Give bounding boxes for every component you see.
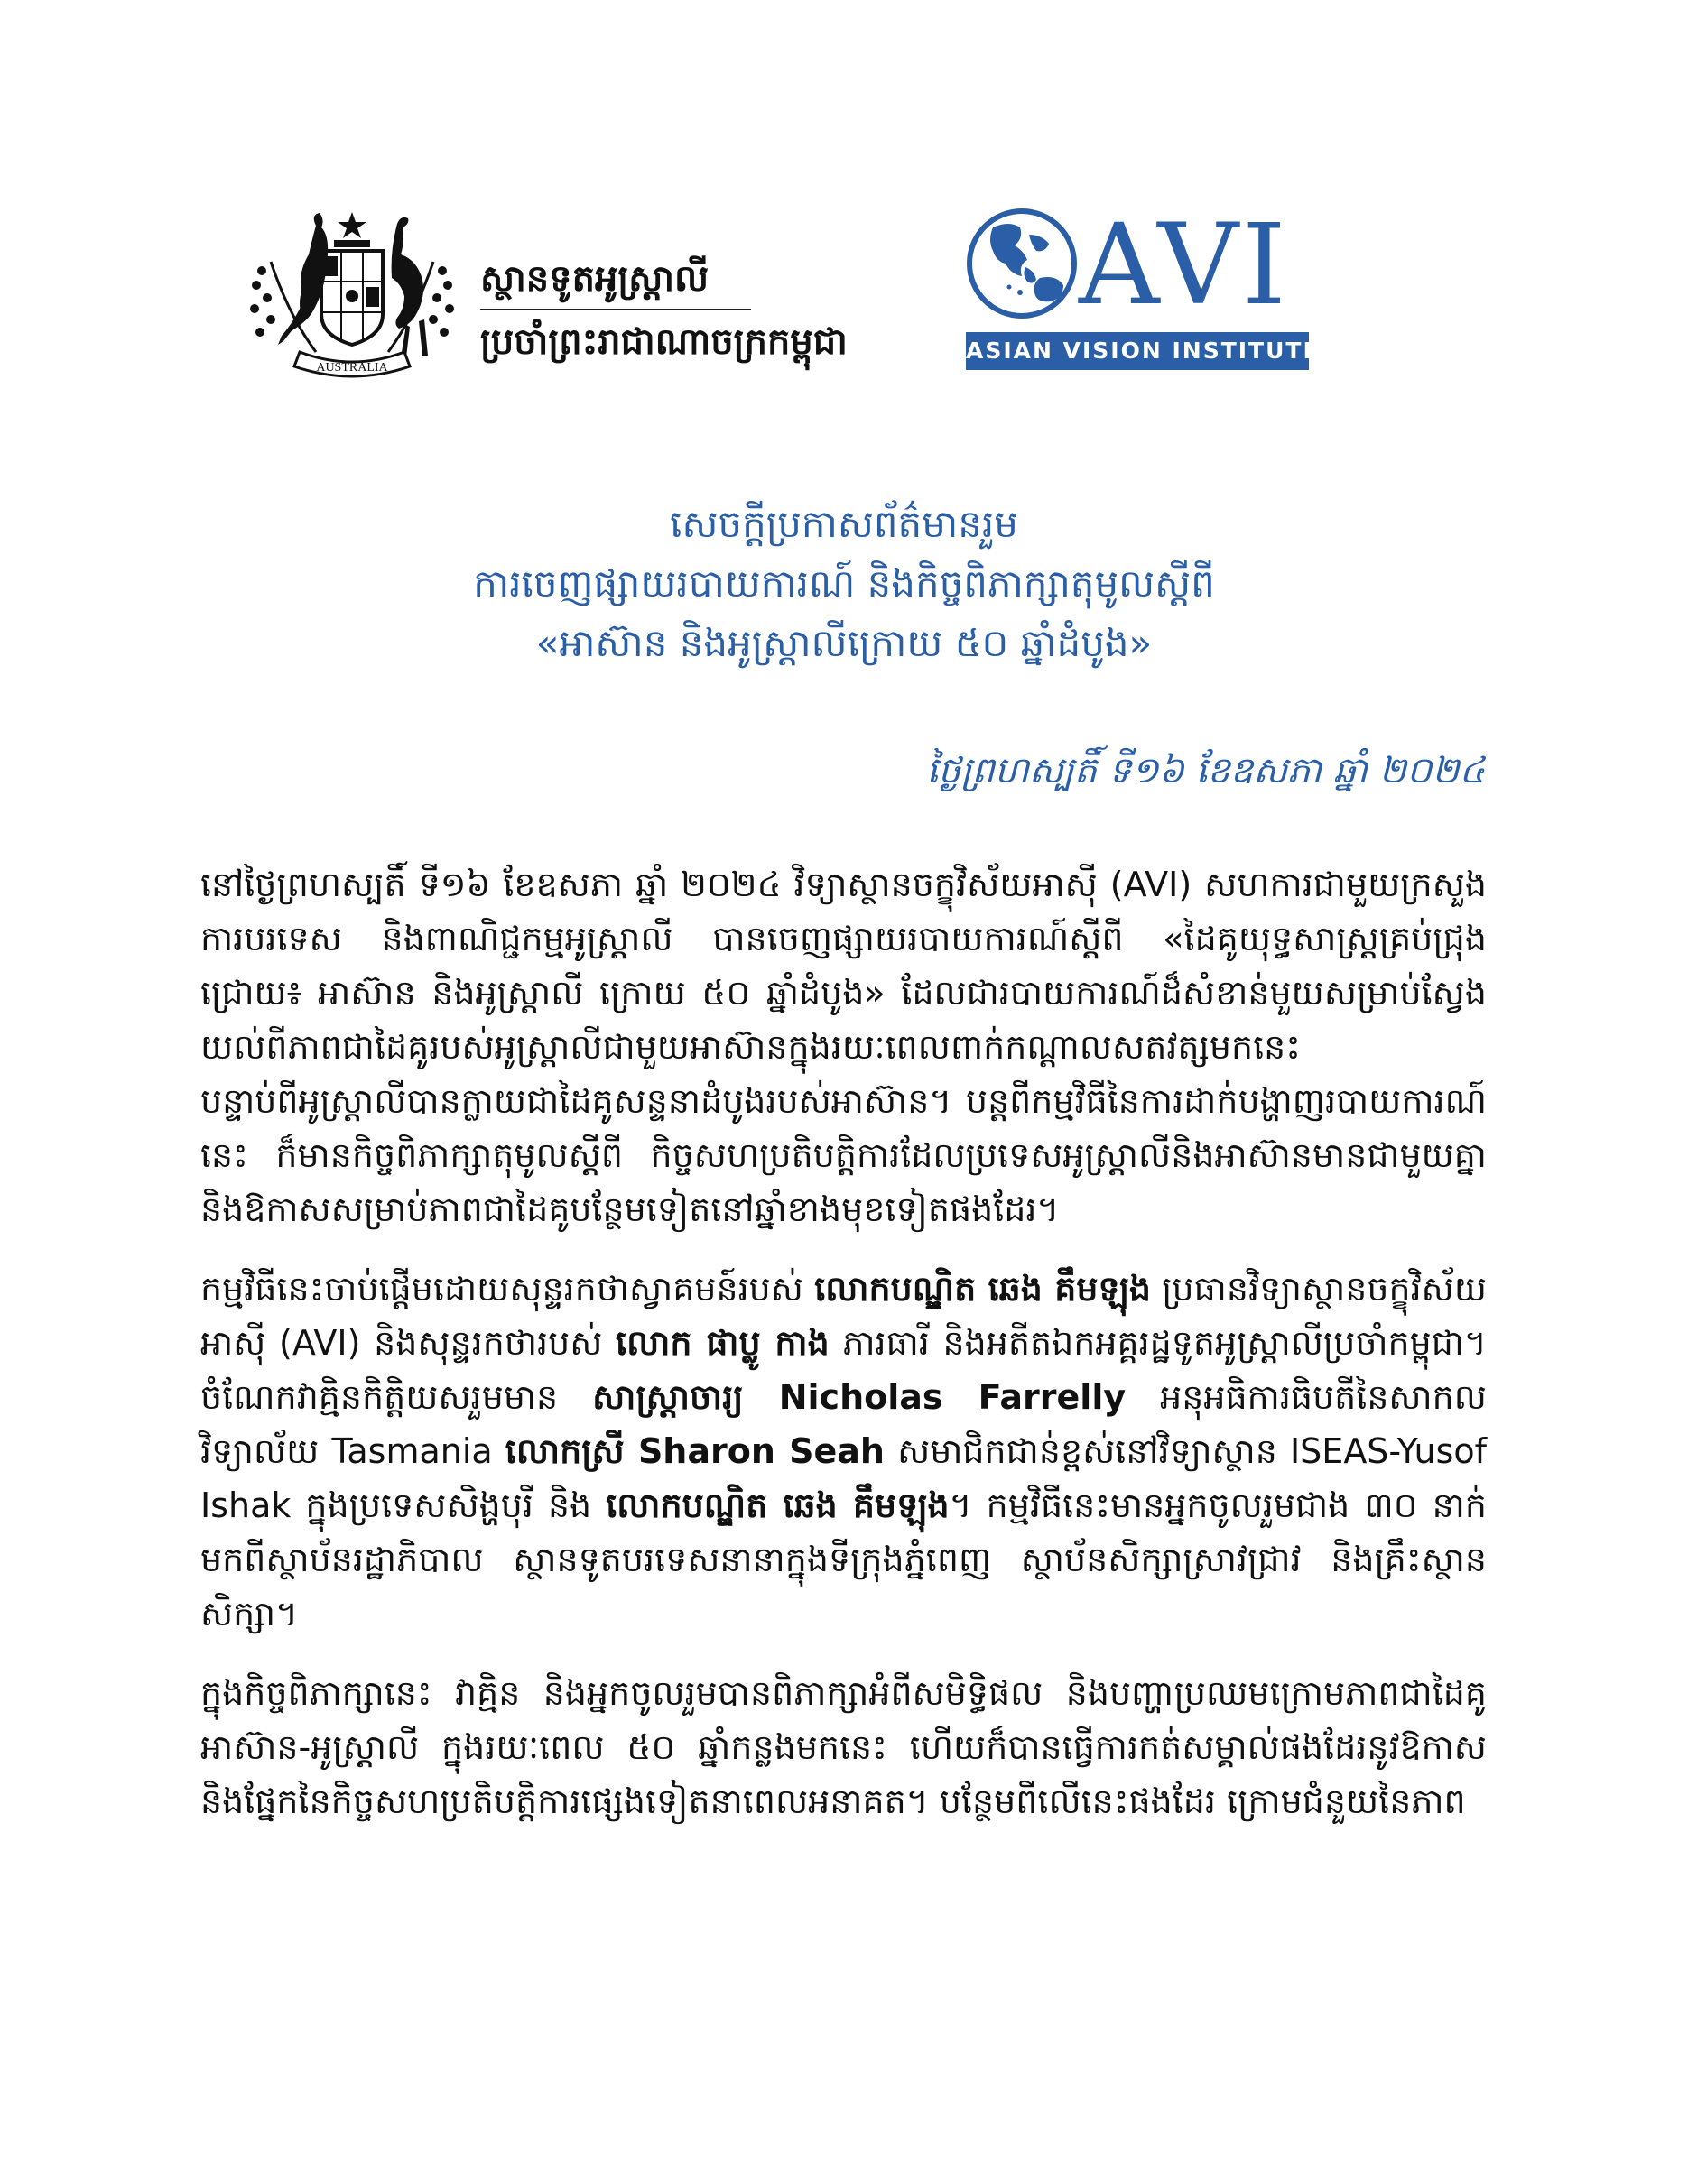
p2-text: ប្រធានវិទ្យាស្ថានចក្ខុវិស័យអាស៊ី (AVI) និងសុន្ទរកថារបស់ [200,1269,1487,1363]
title-line-3: «អាស៊ាន និងអូស្ត្រាលីក្រោយ ៥០ ឆ្នាំដំបូង» [535,621,1153,665]
paragraph-3: ក្នុងកិច្ចពិភាក្សានេះ វាគ្មិន និងអ្នកចូលរួមបានពិភាក្សាអំពីសមិទ្ធិផល និងបញ្ហាប្រឈមក្រោមភាពជាដៃគូអាស៊ាន-អូស្ត្រាលី ក្នុងរយៈពេល ៥០ ឆ្នាំកន្លងមកនេះ ហើយក៏បានធ្វើការកត់សម្គាល់ផងដែរនូវឱកាស និងផ្នែកនៃកិច្ចសហប្រតិបត្តិការផ្សេងទៀតនាពេលអនាគត។ បន្ថែមពីលើនេះផងដែរ ក្រោមជំនួយនៃភាព [200,1673,1487,1821]
p2-text: ភារធារី និងអតីតឯកអគ្គរដ្ឋទូតអូស្ត្រាលីប្រចាំកម្ពុជា។ ចំណែកវាគ្មិនកិត្តិយសរួមមាន [200,1323,1487,1417]
press-release-title [0,495,1688,673]
p2-text: សមាជិកជាន់ខ្ពស់នៅវិទ្យាស្ថាន ISEAS-Yusof Ishak ក្នុងប្រទេសសិង្ហបុរី និង [200,1431,1487,1525]
speaker-name: លោក ផាប្លូ កាង [616,1323,830,1363]
p2-text: ។ កម្មវិធីនេះមានអ្នកចូលរួមជាង ៣០ នាក់មកពីស្ថាប័នរដ្ឋាភិបាល ស្ថានទូតបរទេសនានាក្នុងទីក្រុងភ្នំពេញ ស្ថាប័នសិក្សាស្រាវជ្រាវ និងគ្រឹះស្ថានសិក្សា។ [200,1485,1487,1633]
speaker-name: លោកបណ្ឌិត ឆេង គឹមឡុង [606,1485,950,1525]
release-date: ថ្ងៃព្រហស្បតិ៍ ទី១៦ ខែឧសភា ឆ្នាំ ២០២៤ [926,750,1485,791]
header-logos [244,200,1321,388]
speaker-name: សាស្ត្រាចារ្យ Nicholas Farrelly [592,1377,1127,1417]
avi-institute-name: ASIAN VISION INSTITUTE [966,332,1309,370]
paragraph-1: នៅថ្ងៃព្រហស្បតិ៍ ទី១៦ ខែឧសភា ឆ្នាំ ២០២៤ វិទ្យាស្ថានចក្ខុវិស័យអាស៊ី (AVI) សហការជាមួយក្រសួងការបរទេស និងពាណិជ្ជកម្មអូស្ត្រាលី បានចេញផ្សាយរបាយការណ៍ស្ដីពី «ដៃគូយុទ្ធសាស្ត្រគ្រប់ជ្រុងជ្រោយ៖ អាស៊ាន និងអូស្ត្រាលី ក្រោយ ៥០ ឆ្នាំដំបូង» ដែលជារបាយការណ៍ដ៏សំខាន់មួយសម្រាប់ស្វែងយល់ពីភាពជាដៃគូរបស់អូស្ត្រាលីជាមួយអាស៊ានក្នុងរយៈពេលពាក់កណ្ដាលសតវត្សមកនេះ បន្ទាប់ពីអូស្ត្រាលីបានក្លាយជាដៃគូសន្ទនាដំបូងរបស់អាស៊ាន។ បន្តពីកម្មវិធីនៃការដាក់បង្ហាញរបាយការណ៍នេះ ក៏មានកិច្ចពិភាក្សាតុមូលស្ដីពី កិច្ចសហប្រតិបត្តិការដែលប្រទេសអូស្ត្រាលីនិងអាស៊ានមានជាមួយគ្នា និងឱកាសសម្រាប់ភាពជាដៃគូបន្ថែមទៀតនៅឆ្នាំខាងមុខទៀតផងដែរ។ [200,865,1487,1229]
avi-logo [966,200,1321,370]
p2-text: អនុអធិការធិបតីនៃសាកលវិទ្យាល័យ Tasmania [200,1377,1487,1471]
embassy-name-line2: ប្រចាំព្រះរាជាណាចក្រកម្ពុជា [480,321,848,363]
speaker-name: លោកស្រី Sharon Seah [505,1431,885,1471]
avi-wordmark: AVI [1079,200,1290,330]
embassy-name-line1: ស្ថានទូតអូស្ត្រាលី [480,258,710,300]
speaker-name: លោកបណ្ឌិត ឆេង គឹមឡុង [814,1269,1151,1309]
embassy-divider [480,309,751,310]
australian-embassy-logo [244,208,848,388]
paragraph-2 [200,1262,1487,1641]
title-line-1: សេចក្ដីប្រកាសព័ត៌មានរួម [670,502,1018,546]
coat-ribbon-text: AUSTRALIA [316,361,388,375]
embassy-name [480,253,848,368]
coat-of-arms-icon [244,208,460,388]
p2-text: កម្មវិធីនេះចាប់ផ្ដើមដោយសុន្ទរកថាស្វាគមន៍របស់ [200,1269,815,1309]
globe-icon [966,208,1079,320]
title-line-2: ការចេញផ្សាយរបាយការណ៍ និងកិច្ចពិភាក្សាតុមូលស្ដីពី [473,561,1215,606]
body-text [200,857,1487,1854]
